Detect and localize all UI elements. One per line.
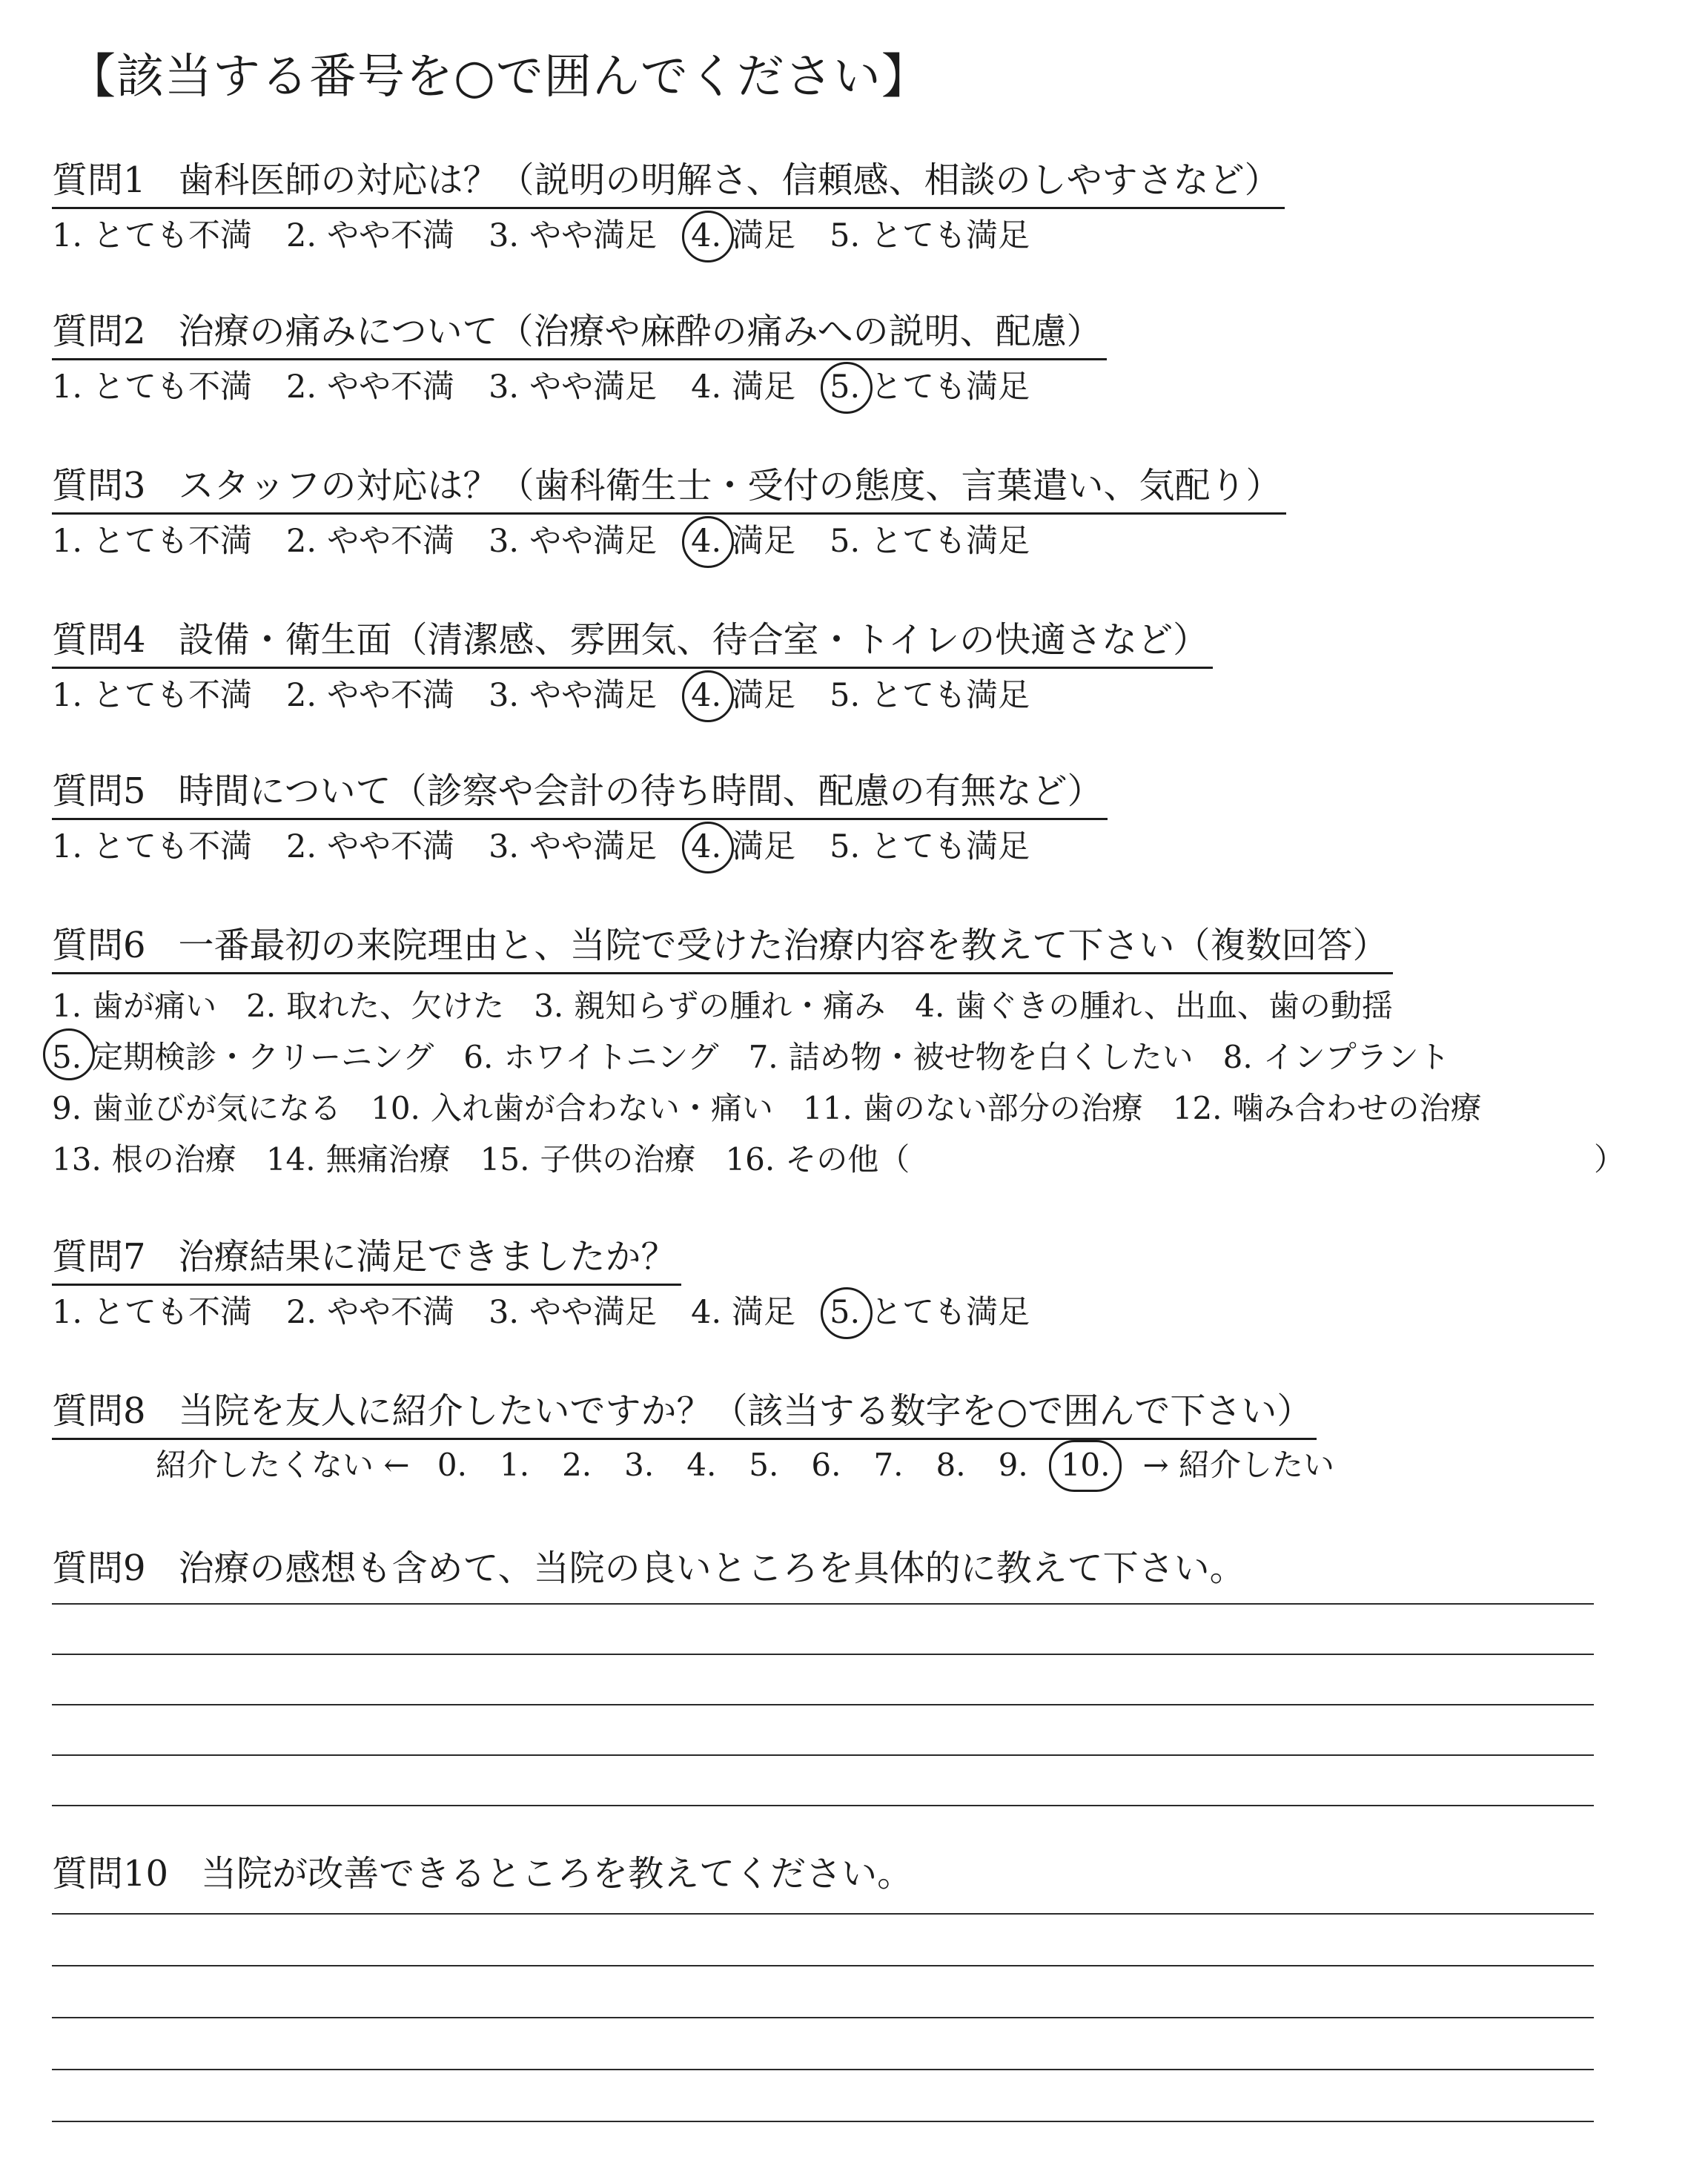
answer-line[interactable] (52, 1805, 1594, 1806)
scale-left-label: 紹介したくない ← (156, 1447, 410, 1483)
recommend-scale (52, 1443, 1683, 1487)
option-number: 5. (830, 1290, 860, 1335)
option-label: とても不満 (93, 677, 253, 714)
reason-option[interactable] (803, 1083, 1143, 1134)
question-heading (52, 1848, 913, 1900)
scale-option-2[interactable] (562, 1443, 592, 1487)
option-label: 満足 (732, 1294, 796, 1331)
rating-option-2[interactable] (286, 673, 454, 718)
other-close-paren: ） (1594, 1141, 1626, 1178)
option-label: 歯のない部分の治療 (862, 1090, 1143, 1126)
scale-number: 2. (562, 1447, 592, 1483)
scale-option-1[interactable] (500, 1443, 529, 1487)
question-8 (52, 1385, 1683, 1487)
heading-underline (52, 207, 1285, 209)
question-number: 質問4 (52, 619, 146, 661)
reason-option[interactable] (52, 1083, 341, 1134)
option-number: 4. (691, 369, 722, 406)
question-number: 質問6 (52, 925, 146, 966)
scale-option-9[interactable] (999, 1443, 1028, 1487)
answer-line[interactable] (52, 1913, 1594, 1915)
answer-line[interactable] (52, 2069, 1594, 2070)
rating-option-1[interactable] (52, 673, 252, 718)
option-number: 3. (534, 988, 564, 1024)
option-number: 5. (830, 828, 861, 865)
question-number: 質問5 (52, 770, 146, 812)
option-label: とても不満 (93, 828, 253, 865)
rating-option-2[interactable] (286, 214, 454, 258)
reason-options (52, 980, 1683, 1185)
option-label: 満足 (732, 677, 796, 714)
rating-option-5[interactable] (830, 365, 1030, 409)
question-number: 質問2 (52, 311, 146, 352)
scale-number: 6. (811, 1447, 841, 1483)
option-label: 定期検診・クリーニング (92, 1039, 434, 1075)
question-number: 質問3 (52, 465, 146, 506)
question-text: 一番最初の来院理由と、当院で受けた治療内容を教えて下さい（複数回答） (178, 925, 1388, 966)
question-3 (52, 460, 1683, 564)
option-number: 2. (246, 988, 277, 1024)
option-number: 3. (489, 1294, 520, 1331)
answer-line[interactable] (52, 1654, 1594, 1655)
option-label: やや不満 (327, 828, 455, 865)
scale-number: 4. (686, 1447, 717, 1483)
question-text: 当院が改善できるところを教えてください。 (201, 1853, 913, 1895)
question-heading (52, 154, 1280, 206)
option-number: 3. (489, 828, 520, 865)
reason-option[interactable] (1173, 1083, 1482, 1134)
question-heading (52, 765, 1103, 817)
option-number: 4. (691, 214, 721, 258)
option-number: 5. (52, 1031, 82, 1083)
question-heading (52, 919, 1388, 971)
question-text: 時間について（診察や会計の待ち時間、配慮の有無など） (178, 770, 1103, 812)
question-9 (52, 1542, 1683, 1594)
reason-option[interactable] (915, 980, 1393, 1031)
question-heading (52, 305, 1102, 357)
page-title: 【該当する番号を○で囲んでください】 (68, 50, 930, 105)
scale-option-5[interactable] (749, 1443, 778, 1487)
option-row (52, 1134, 1683, 1185)
option-label: 満足 (732, 217, 796, 254)
option-number: 5. (830, 217, 861, 254)
option-label: やや不満 (327, 1294, 455, 1331)
rating-option-3[interactable] (489, 519, 657, 564)
rating-option-4[interactable] (691, 825, 795, 869)
option-label: やや満足 (529, 523, 658, 560)
rating-option-4[interactable] (691, 673, 795, 718)
scale-number: 8. (936, 1447, 966, 1483)
option-label: やや不満 (327, 369, 455, 406)
rating-option-3[interactable] (489, 214, 657, 258)
option-label: 取れた、欠けた (286, 988, 505, 1024)
rating-option-1[interactable] (52, 519, 252, 564)
option-number: 1. (52, 1294, 83, 1331)
rating-option-5[interactable] (830, 825, 1030, 869)
option-number: 4. (915, 988, 945, 1024)
rating-options (52, 365, 1683, 409)
rating-option-2[interactable] (286, 365, 454, 409)
rating-option-5[interactable] (830, 214, 1030, 258)
question-text: 歯科医師の対応は？（説明の明解さ、信頼感、相談のしやすさなど） (178, 159, 1280, 201)
option-number: 3. (489, 369, 520, 406)
rating-option-1[interactable] (52, 214, 252, 258)
option-number: 4. (691, 519, 721, 564)
question-heading (52, 460, 1282, 512)
option-number: 5. (830, 365, 860, 409)
option-number: 5. (830, 523, 861, 560)
answer-line[interactable] (52, 1603, 1594, 1605)
question-text: 設備・衛生面（清潔感、雰囲気、待合室・トイレの快適さなど） (178, 619, 1209, 661)
rating-option-2[interactable] (286, 1290, 454, 1335)
option-label: とても満足 (870, 1294, 1030, 1331)
question-text: 当院を友人に紹介したいですか？（該当する数字を○で囲んで下さい） (178, 1390, 1313, 1432)
rating-option-5[interactable] (830, 1290, 1030, 1335)
option-label: インプラント (1262, 1039, 1450, 1075)
reason-option[interactable] (749, 1031, 1194, 1083)
option-label: とても満足 (870, 369, 1030, 406)
rating-option-5[interactable] (830, 519, 1030, 564)
option-number: 16. (725, 1141, 775, 1178)
question-heading (52, 614, 1208, 666)
rating-options (52, 214, 1683, 258)
scale-number: 10. (1061, 1443, 1110, 1487)
option-label: 満足 (732, 828, 796, 865)
heading-underline (52, 512, 1286, 515)
scale-option-7[interactable] (873, 1443, 903, 1487)
option-label: 詰め物・被せ物を白くしたい (788, 1039, 1194, 1075)
question-10 (52, 1848, 1683, 1900)
rating-option-3[interactable] (489, 1290, 657, 1335)
rating-option-3[interactable] (489, 825, 657, 869)
heading-underline (52, 358, 1107, 360)
answer-line[interactable] (52, 1965, 1594, 1966)
option-number: 13. (52, 1141, 102, 1178)
reason-option[interactable] (534, 980, 885, 1031)
heading-underline (52, 818, 1108, 820)
question-text: 治療結果に満足できましたか？ (178, 1236, 677, 1278)
option-number: 4. (691, 673, 721, 718)
answer-line[interactable] (52, 2121, 1594, 2122)
question-text: 治療の感想も含めて、当院の良いところを具体的に教えて下さい。 (178, 1548, 1245, 1589)
rating-option-1[interactable] (52, 1290, 252, 1335)
reason-option[interactable] (246, 980, 504, 1031)
rating-options (52, 1290, 1683, 1335)
scale-option-0[interactable] (437, 1443, 467, 1487)
scale-number: 0. (437, 1447, 467, 1483)
question-heading (52, 1231, 677, 1283)
rating-option-1[interactable] (52, 365, 252, 409)
option-label: とても満足 (870, 677, 1030, 714)
scale-option-3[interactable] (624, 1443, 654, 1487)
option-label: とても満足 (870, 523, 1030, 560)
reason-option[interactable] (371, 1083, 773, 1134)
reason-option[interactable] (725, 1134, 910, 1185)
option-number: 1. (52, 828, 83, 865)
scale-number: 7. (873, 1447, 904, 1483)
option-label: 噛み合わせの治療 (1232, 1090, 1482, 1126)
option-number: 4. (691, 1294, 722, 1331)
option-label: 親知らずの腫れ・痛み (574, 988, 886, 1024)
option-number: 15. (480, 1141, 530, 1178)
option-row (52, 1031, 1683, 1083)
option-label: ホワイトニング (503, 1039, 719, 1075)
option-label: とても満足 (870, 828, 1030, 865)
option-number: 9. (52, 1090, 82, 1126)
rating-option-2[interactable] (286, 825, 454, 869)
reason-option[interactable] (266, 1134, 451, 1185)
question-number: 質問8 (52, 1390, 146, 1432)
rating-option-3[interactable] (489, 673, 657, 718)
option-number: 4. (691, 825, 721, 869)
reason-option[interactable] (463, 1031, 718, 1083)
option-label: やや満足 (529, 1294, 658, 1331)
option-number: 1. (52, 988, 82, 1024)
option-number: 10. (371, 1090, 420, 1126)
answer-line[interactable] (52, 2017, 1594, 2018)
reason-option[interactable] (1223, 1031, 1450, 1083)
scale-option-8[interactable] (936, 1443, 966, 1487)
option-number: 1. (52, 217, 83, 254)
option-number: 3. (489, 523, 520, 560)
scale-option-10[interactable] (1061, 1443, 1110, 1487)
option-label: とても満足 (870, 217, 1030, 254)
answer-line[interactable] (52, 1704, 1594, 1705)
option-number: 8. (1222, 1039, 1253, 1075)
question-1 (52, 154, 1683, 258)
option-label: 歯並びが気になる (92, 1090, 342, 1126)
heading-underline (52, 667, 1213, 669)
option-number: 3. (489, 677, 520, 714)
option-number: 2. (286, 523, 317, 560)
rating-options (52, 825, 1683, 869)
question-text: スタッフの対応は？（歯科衛生士・受付の態度、言葉遣い、気配り） (178, 465, 1282, 506)
heading-underline (52, 1284, 681, 1286)
option-number: 6. (463, 1039, 494, 1075)
option-label: やや満足 (529, 828, 658, 865)
rating-option-2[interactable] (286, 519, 454, 564)
option-number: 14. (265, 1141, 316, 1178)
question-6 (52, 919, 1683, 1185)
option-number: 2. (286, 677, 317, 714)
question-5 (52, 765, 1683, 869)
option-label: とても不満 (93, 523, 253, 560)
option-number: 3. (489, 217, 520, 254)
question-number: 質問1 (52, 159, 146, 201)
scale-number: 3. (624, 1447, 655, 1483)
option-label: その他（ (785, 1141, 910, 1178)
question-number: 質問9 (52, 1548, 146, 1589)
option-label: 満足 (732, 523, 796, 560)
question-4 (52, 614, 1683, 718)
question-number: 質問10 (52, 1853, 169, 1895)
option-label: やや不満 (327, 217, 455, 254)
scale-right-label: → 紹介したい (1142, 1447, 1335, 1483)
question-number: 質問7 (52, 1236, 146, 1278)
rating-option-1[interactable] (52, 825, 252, 869)
question-2 (52, 305, 1683, 409)
heading-underline (52, 972, 1393, 974)
option-label: 歯が痛い (92, 988, 217, 1024)
option-label: 歯ぐきの腫れ、出血、歯の動揺 (955, 988, 1393, 1024)
option-label: とても不満 (93, 1294, 253, 1331)
rating-option-3[interactable] (489, 365, 657, 409)
rating-options (52, 673, 1683, 718)
option-row (52, 1083, 1683, 1134)
reason-option[interactable] (52, 1031, 434, 1083)
option-number: 2. (286, 1294, 317, 1331)
rating-option-5[interactable] (830, 673, 1030, 718)
rating-option-4[interactable] (691, 214, 795, 258)
option-number: 7. (748, 1039, 778, 1075)
scale-option-6[interactable] (811, 1443, 841, 1487)
scale-number: 5. (749, 1447, 779, 1483)
option-label: とても不満 (93, 217, 253, 254)
reason-option[interactable] (52, 980, 216, 1031)
question-heading (52, 1542, 1245, 1594)
option-label: やや不満 (327, 677, 455, 714)
option-label: 入れ歯が合わない・痛い (430, 1090, 773, 1126)
option-row (52, 980, 1683, 1031)
reason-option[interactable] (480, 1134, 696, 1185)
rating-option-4[interactable] (691, 1290, 795, 1335)
option-label: 根の治療 (111, 1141, 236, 1178)
option-label: やや不満 (327, 523, 455, 560)
answer-line[interactable] (52, 1754, 1594, 1756)
option-number: 2. (286, 828, 317, 865)
option-label: 子供の治療 (540, 1141, 696, 1178)
option-number: 5. (830, 677, 861, 714)
option-label: 満足 (732, 369, 796, 406)
option-label: やや満足 (529, 217, 658, 254)
reason-option[interactable] (52, 1134, 236, 1185)
rating-options (52, 519, 1683, 564)
option-number: 1. (52, 523, 83, 560)
option-label: やや満足 (529, 677, 658, 714)
option-number: 1. (52, 369, 83, 406)
option-label: とても不満 (93, 369, 253, 406)
question-7 (52, 1231, 1683, 1335)
option-label: 無痛治療 (325, 1141, 451, 1178)
option-number: 11. (802, 1090, 853, 1126)
option-number: 2. (286, 217, 317, 254)
rating-option-4[interactable] (691, 519, 795, 564)
scale-option-4[interactable] (686, 1443, 716, 1487)
scale-number: 1. (499, 1447, 530, 1483)
option-number: 12. (1172, 1090, 1222, 1126)
question-text: 治療の痛みについて（治療や麻酔の痛みへの説明、配慮） (178, 311, 1102, 352)
option-number: 1. (52, 677, 83, 714)
scale-number: 9. (998, 1447, 1028, 1483)
option-label: やや満足 (529, 369, 658, 406)
option-number: 2. (286, 369, 317, 406)
question-heading (52, 1385, 1312, 1437)
heading-underline (52, 1438, 1317, 1440)
rating-option-4[interactable] (691, 365, 795, 409)
